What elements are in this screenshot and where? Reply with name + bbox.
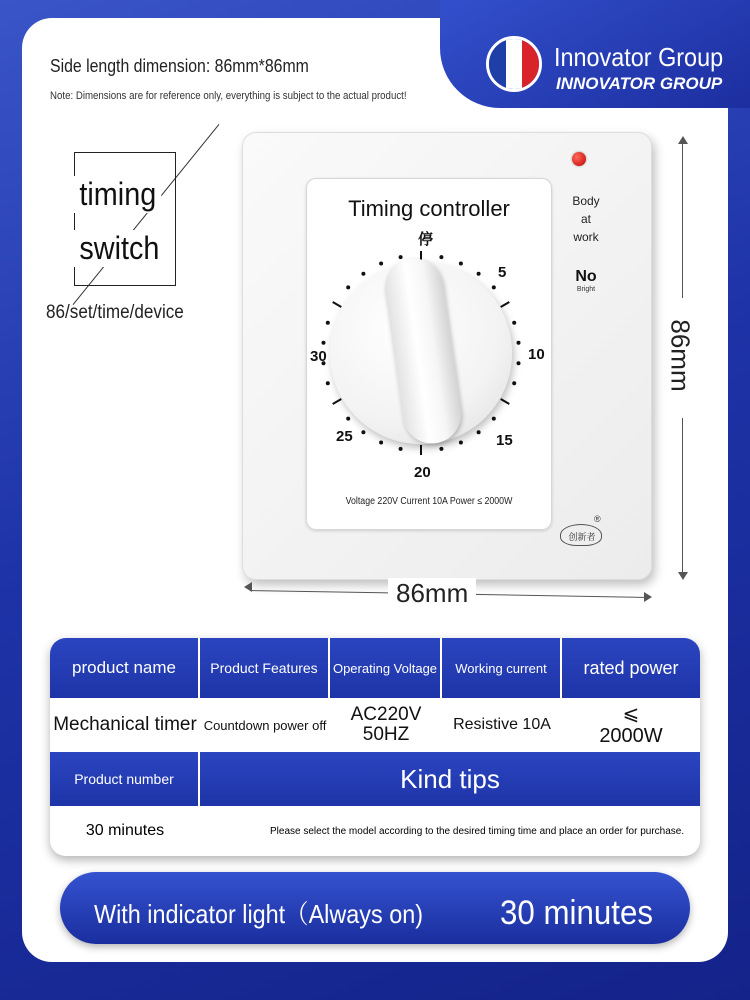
dimension-label-side: 86mm [665,319,696,392]
registered-mark: ® [594,514,601,524]
value-working-current: Resistive 10A [453,716,551,733]
banner-duration-text: 30 minutes [500,894,654,932]
dial-major-tick [501,302,510,307]
power-symbol: ⩽ [622,703,640,725]
dial-dot [517,341,521,345]
french-flag-icon [486,36,542,92]
header-product-name: product name [50,638,200,698]
product-number-value: 30 minutes [85,822,165,839]
indicator-light-icon [572,152,586,166]
dial-dot [361,272,365,276]
dimension-line-right-top [682,142,683,298]
value-product-name: Mechanical timer [53,714,197,735]
dimension-line-right-bottom [682,418,683,574]
product-label-switch: switch [74,230,165,267]
dimension-title: Side length dimension: 86mm*86mm [50,56,309,76]
product-label-timing: timing [74,176,162,213]
dial-dot [492,285,496,289]
dial-number-10: 10 [528,346,545,363]
stop-mark: 停 [418,230,434,248]
table-tips-row [50,752,700,806]
dial-major-tick [333,399,342,404]
side-word-work: work [573,230,599,244]
brand-subtitle: INNOVATOR GROUP [556,74,723,93]
dial-dot [512,381,516,385]
side-word-body: Body [572,194,600,208]
dial-dot [326,381,330,385]
dial-dot [346,417,350,421]
dial-dot [361,430,365,434]
rating-text: Voltage 220V Current 10A Power ≤ 2000W [345,496,513,507]
product-number-label: Product number [50,752,200,806]
side-no: No [575,268,597,285]
dial-dot [399,255,403,259]
dial-dot [512,321,516,325]
dial-number-15: 15 [496,432,513,449]
dial-dot [399,447,403,451]
side-bright: Bright [576,286,596,293]
dial-dot [322,341,326,345]
dial-dot [379,262,383,266]
dial-major-tick [501,399,510,404]
voltage-line-1: AC220V [350,704,422,725]
banner-indicator-text: With indicator light（Always on) [94,899,424,929]
device-code: 86/set/time/device [46,302,184,323]
value-operating-voltage [330,698,442,752]
dial-major-tick [333,302,342,307]
dial-dot [477,272,481,276]
header-working-current: Working current [442,638,562,698]
dial-number-25: 25 [336,428,353,445]
dial-number-5: 5 [498,264,507,281]
dimension-note: Note: Dimensions are for reference only, everything is subject to the actual product! [50,90,407,102]
value-rated-power [562,698,700,752]
arrow-left-icon [244,582,252,592]
brand-name: Innovator Group [554,42,724,72]
header-operating-voltage: Operating Voltage [330,638,442,698]
dimension-label-bottom: 86mm [388,578,476,609]
dial-dot [492,417,496,421]
kind-tips-label: Kind tips [200,752,700,806]
power-value: 2000W [599,725,663,747]
dial-dot [477,430,481,434]
dial-dot [346,285,350,289]
dial-dot [439,447,443,451]
dial-dot [517,361,521,365]
dial-dot [439,255,443,259]
dial-number-30: 30 [310,348,327,365]
arrow-up-icon [678,136,688,144]
spec-table [50,638,700,856]
dial-dot [459,441,463,445]
table-last-row [50,806,700,856]
header-rated-power: rated power [562,638,700,698]
brand-logo-text: 创新者 [568,533,596,543]
header-product-features: Product Features [200,638,330,698]
table-header-row [50,638,700,698]
table-values-row [50,698,700,752]
arrow-right-icon [644,592,652,602]
tips-text: Please select the model according to the desired timing time and place an order for purchase. [270,825,685,837]
value-product-features: Countdown power off [203,717,327,733]
voltage-line-2: 50HZ [362,724,410,745]
dial-number-20: 20 [414,464,431,481]
panel-title: Timing controller [348,196,510,221]
dial-dot [459,262,463,266]
dial-dot [379,441,383,445]
side-word-at: at [580,212,591,226]
arrow-down-icon [678,572,688,580]
dial-dot [326,321,330,325]
